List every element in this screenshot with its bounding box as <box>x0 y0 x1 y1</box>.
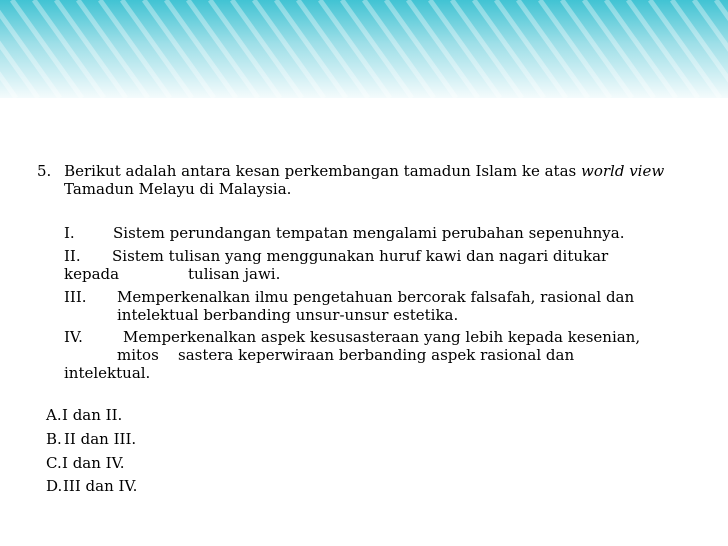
option-d[interactable] <box>46 477 138 495</box>
item-iii-continued: intelektual berbanding unsur-unsur estetika. <box>117 306 459 324</box>
item-text: tulisan jawi. <box>188 265 281 283</box>
question-stem-line-2: Tamadun Melayu di Malaysia. <box>64 180 292 198</box>
option-letter: D. <box>46 477 63 495</box>
option-c[interactable] <box>46 454 125 472</box>
item-ii <box>64 247 609 265</box>
item-iii <box>64 288 635 306</box>
item-iv-end: intelektual. <box>64 364 151 382</box>
option-a[interactable] <box>46 406 123 424</box>
option-text: III dan IV. <box>63 477 138 495</box>
question-number: 5. <box>37 162 52 180</box>
option-text: II dan III. <box>64 430 137 448</box>
option-letter: A. <box>46 406 62 424</box>
item-text: Memperkenalkan aspek kesusasteraan yang lebih kepada kesenian, <box>123 328 641 346</box>
item-numeral: III. <box>64 288 87 306</box>
option-letter: B. <box>46 430 62 448</box>
item-ii-continued <box>64 265 281 283</box>
item-text: mitos <box>117 346 159 364</box>
item-numeral: IV. <box>64 328 83 346</box>
option-b[interactable] <box>46 430 137 448</box>
item-text: Sistem tulisan yang menggunakan huruf kawi dan nagari ditukar <box>112 247 609 265</box>
option-text: I dan II. <box>62 406 123 424</box>
item-text: Sistem perundangan tempatan mengalami perubahan sepenuhnya. <box>113 224 625 242</box>
item-iv <box>64 328 641 346</box>
option-letter: C. <box>46 454 62 472</box>
item-iv-continued <box>117 346 575 364</box>
item-text: Memperkenalkan ilmu pengetahuan bercorak falsafah, rasional dan <box>117 288 635 306</box>
option-text: I dan IV. <box>62 454 125 472</box>
question-stem-italic: world view <box>580 162 665 180</box>
item-text: sastera keperwiraan berbanding aspek rasional dan <box>178 346 575 364</box>
question-stem-text: Berikut adalah antara kesan perkembangan tamadun Islam ke atas <box>64 162 577 180</box>
item-numeral: I. <box>64 224 75 242</box>
item-numeral: II. <box>64 247 81 265</box>
item-i <box>64 224 625 242</box>
item-text: kepada <box>64 265 120 283</box>
question-stem-line-1 <box>37 162 664 180</box>
